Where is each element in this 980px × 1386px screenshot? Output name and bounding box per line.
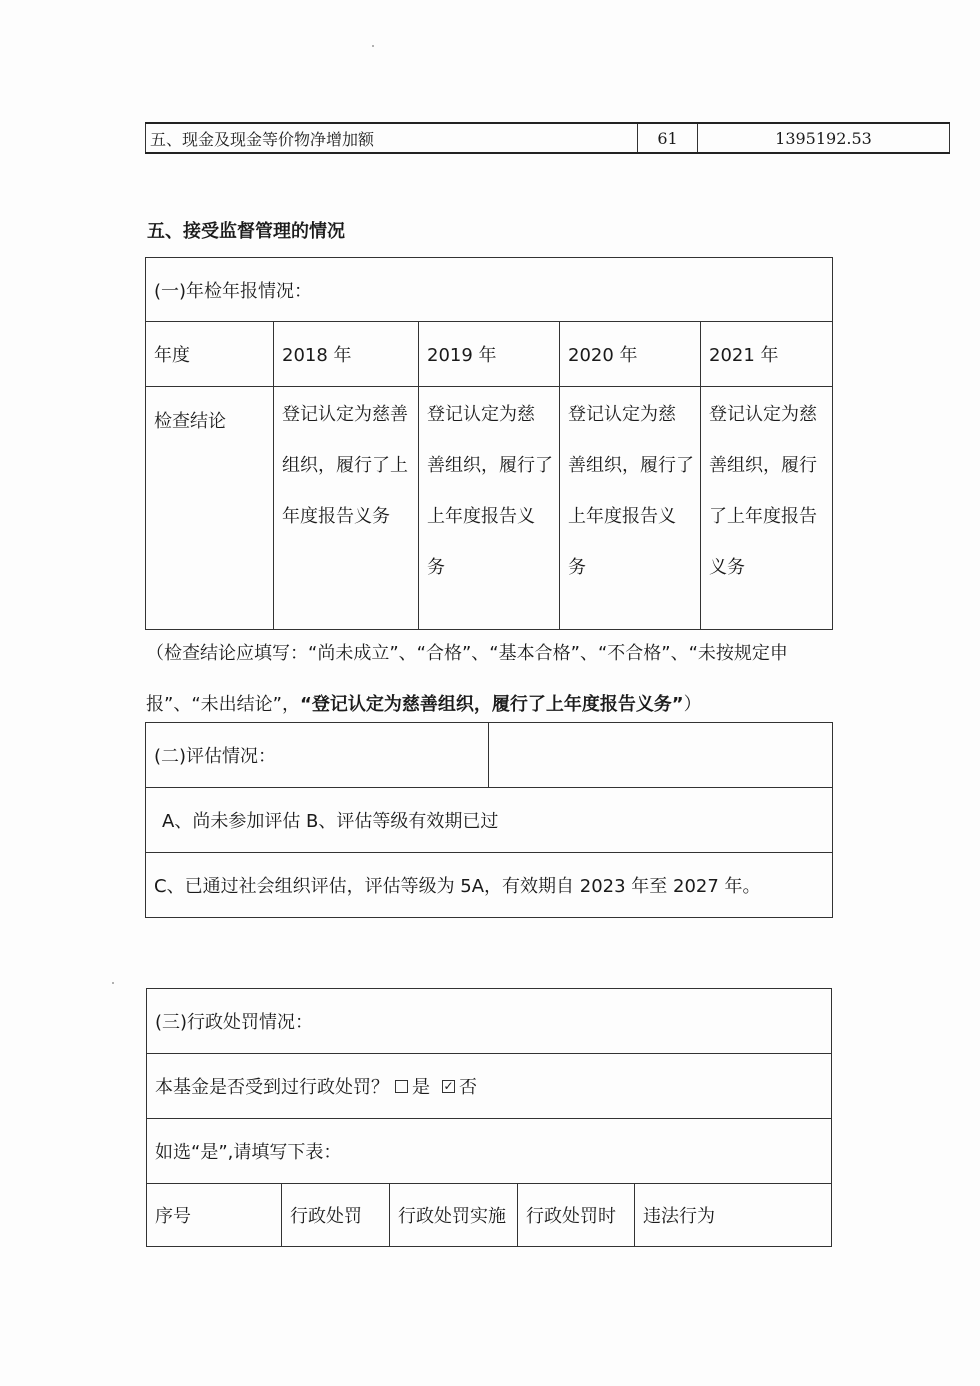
section-title: 五、接受监督管理的情况 bbox=[147, 221, 345, 242]
result-line: 了上年度报告 bbox=[709, 506, 817, 527]
year-cell: 2020 年 bbox=[560, 322, 701, 387]
year-cell: 2018 年 bbox=[274, 322, 419, 387]
penalty-col-header: 行政处罚实施 bbox=[390, 1184, 518, 1247]
result-line: 登记认定为慈 bbox=[568, 404, 676, 425]
result-line: 上年度报告义 bbox=[427, 506, 535, 527]
result-line: 登记认定为慈 bbox=[427, 404, 535, 425]
result-line: 善组织，履行了 bbox=[568, 455, 694, 476]
evaluation-title: (二)评估情况： bbox=[146, 723, 489, 788]
cash-row-amount: 1395192.53 bbox=[698, 123, 950, 153]
cash-row-label: 五、现金及现金等价物净增加额 bbox=[146, 123, 638, 153]
inspection-note bbox=[146, 628, 836, 730]
penalty-title: (三)行政处罚情况： bbox=[147, 989, 832, 1054]
penalty-col-header: 行政处罚时 bbox=[518, 1184, 635, 1247]
result-cell-2021 bbox=[701, 387, 833, 630]
evaluation-option-ab: A、尚未参加评估 B、评估等级有效期已过 bbox=[146, 788, 833, 853]
result-line: 年度报告义务 bbox=[282, 506, 390, 527]
penalty-question-row bbox=[147, 1054, 832, 1119]
result-line: 务 bbox=[568, 557, 586, 578]
option-no-label: 否 bbox=[459, 1077, 477, 1098]
result-line: 登记认定为慈 bbox=[709, 404, 817, 425]
penalty-table bbox=[146, 988, 832, 1247]
penalty-col-header: 序号 bbox=[147, 1184, 282, 1247]
result-cell-2018 bbox=[274, 387, 419, 630]
result-line: 善组织，履行 bbox=[709, 455, 817, 476]
note-prefix: （检查结论应填写：“尚未成立”、“合格”、“基本合格”、“不合格”、“未按规定申报”、“未出结论”， bbox=[146, 643, 788, 715]
evaluation-table bbox=[145, 722, 833, 918]
cash-flow-table bbox=[145, 122, 950, 154]
year-cell: 2021 年 bbox=[701, 322, 833, 387]
result-line: 善组织，履行了 bbox=[427, 455, 553, 476]
evaluation-option-c: C、已通过社会组织评估，评估等级为 5A，有效期自 2023 年至 2027 年。 bbox=[146, 853, 833, 918]
result-header: 检查结论 bbox=[146, 387, 274, 630]
checkbox-no-checked[interactable] bbox=[442, 1080, 455, 1093]
scan-speck bbox=[112, 982, 114, 984]
note-bold: “登记认定为慈善组织，履行了上年度报告义务” bbox=[299, 694, 684, 715]
evaluation-value-field[interactable] bbox=[489, 723, 833, 788]
result-line: 上年度报告义 bbox=[568, 506, 676, 527]
cash-row bbox=[146, 123, 950, 153]
result-line: 登记认定为慈善 bbox=[282, 404, 408, 425]
result-cell-2019 bbox=[419, 387, 560, 630]
penalty-question: 本基金是否受到过行政处罚？ bbox=[155, 1077, 389, 1098]
cash-row-line-no: 61 bbox=[638, 123, 698, 153]
result-line: 义务 bbox=[709, 557, 745, 578]
checkbox-yes[interactable] bbox=[395, 1080, 408, 1093]
option-yes-label: 是 bbox=[412, 1077, 430, 1098]
year-cell: 2019 年 bbox=[419, 322, 560, 387]
penalty-col-header: 违法行为 bbox=[635, 1184, 832, 1247]
scan-speck bbox=[372, 45, 374, 47]
annual-inspection-table bbox=[145, 257, 833, 630]
note-suffix: ） bbox=[683, 694, 702, 715]
year-header: 年度 bbox=[146, 322, 274, 387]
penalty-instruction: 如选“是”,请填写下表： bbox=[147, 1119, 832, 1184]
result-line: 务 bbox=[427, 557, 445, 578]
penalty-col-header: 行政处罚 bbox=[282, 1184, 390, 1247]
result-cell-2020 bbox=[560, 387, 701, 630]
result-line: 组织，履行了上 bbox=[282, 455, 408, 476]
annual-inspection-title: (一)年检年报情况： bbox=[146, 258, 833, 322]
